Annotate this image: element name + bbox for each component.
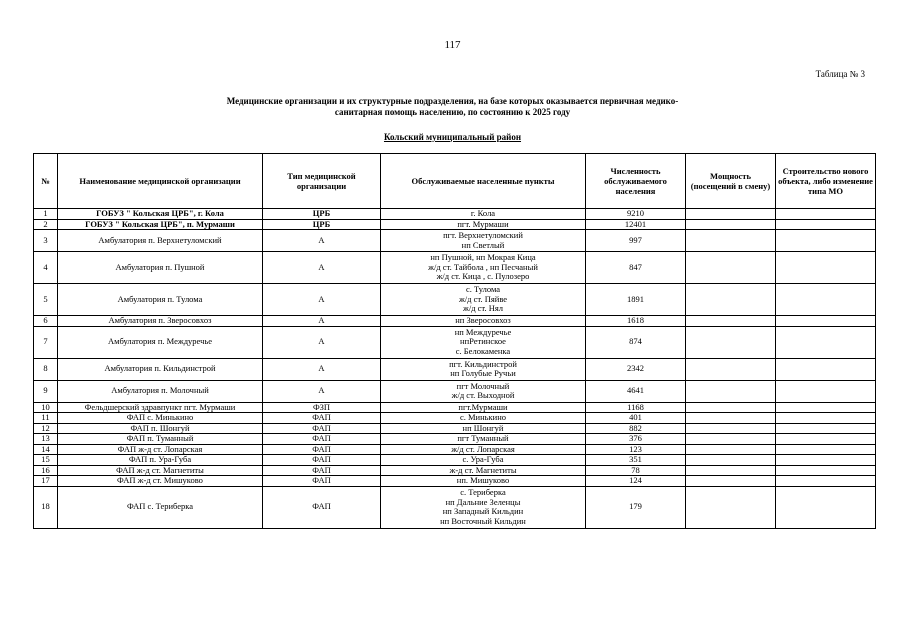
- row-capacity: [686, 434, 776, 445]
- row-settlements: [381, 209, 586, 220]
- row-settlements: [381, 465, 586, 476]
- table-row: [34, 465, 876, 476]
- organizations-table-wrapper: [33, 153, 875, 529]
- row-population: 9210: [586, 209, 686, 220]
- row-construction: [776, 476, 876, 487]
- row-settlements: [381, 219, 586, 230]
- row-settlements: [381, 402, 586, 413]
- row-number: 7: [34, 326, 58, 358]
- table-row: [34, 476, 876, 487]
- row-construction: [776, 252, 876, 284]
- settlement-name: пгт.Мурмаши: [458, 402, 508, 412]
- row-construction: [776, 326, 876, 358]
- row-org-name: Амбулатория п. Пушной: [58, 252, 263, 284]
- settlement-name: ж-д ст. Магнетиты: [449, 465, 517, 475]
- row-org-name: Фельдшерский здравпункт пгт. Мурмаши: [58, 402, 263, 413]
- settlement-name: ж/д ст. Выходной: [451, 390, 515, 400]
- row-construction: [776, 444, 876, 455]
- row-construction: [776, 380, 876, 402]
- settlement-name: ж/д ст. Тайбола , нп Песчаный: [428, 261, 538, 272]
- table-row: [34, 402, 876, 413]
- table-row: [34, 358, 876, 380]
- table-row: [34, 316, 876, 327]
- row-capacity: [686, 380, 776, 402]
- row-construction: [776, 434, 876, 445]
- row-org-name: ФАП п. Шонгуй: [58, 423, 263, 434]
- row-capacity: [686, 486, 776, 528]
- row-number: 1: [34, 209, 58, 220]
- row-capacity: [686, 326, 776, 358]
- settlement-name: нп Дальние Зеленцы: [445, 496, 521, 507]
- row-construction: [776, 465, 876, 476]
- row-org-name: Амбулатория п. Тулома: [58, 284, 263, 316]
- row-capacity: [686, 455, 776, 466]
- settlement-name: пгт. Верхнетуломский: [443, 230, 523, 240]
- row-population: 997: [586, 230, 686, 252]
- row-settlements: [381, 486, 586, 528]
- row-capacity: [686, 476, 776, 487]
- row-construction: [776, 402, 876, 413]
- row-org-type: ФАП: [263, 423, 381, 434]
- row-population: 179: [586, 486, 686, 528]
- row-org-type: ФАП: [263, 434, 381, 445]
- row-construction: [776, 230, 876, 252]
- row-population: 1891: [586, 284, 686, 316]
- row-construction: [776, 284, 876, 316]
- row-population: 1168: [586, 402, 686, 413]
- row-org-name: ФАП с. Териберка: [58, 486, 263, 528]
- col-header-construction: Строительство нового объекта, либо изменение типа МО: [776, 154, 876, 209]
- row-org-type: А: [263, 230, 381, 252]
- settlement-name: нп Шонгуй: [462, 423, 504, 433]
- row-population: 874: [586, 326, 686, 358]
- row-org-name: ФАП ж-д ст. Мишуково: [58, 476, 263, 487]
- row-org-name: ФАП ж-д ст. Магнетиты: [58, 465, 263, 476]
- table-row: [34, 455, 876, 466]
- table-row: [34, 413, 876, 424]
- row-org-type: ФАП: [263, 413, 381, 424]
- row-settlements: [381, 476, 586, 487]
- settlement-name: пгт. Кильдинстрой: [449, 358, 517, 369]
- organizations-table: [33, 153, 876, 529]
- settlement-name: с. Тулома: [465, 284, 501, 295]
- row-number: 3: [34, 230, 58, 252]
- settlement-name: пгт. Мурмаши: [457, 219, 509, 229]
- settlement-name: пгт Молочный: [456, 380, 510, 391]
- document-title: [0, 96, 905, 118]
- settlement-name: ж/д ст. Лопарская: [451, 444, 515, 454]
- row-population: 847: [586, 252, 686, 284]
- settlement-name: нп. Мишуково: [456, 475, 510, 485]
- col-header-capacity: Мощность (посещений в смену): [686, 154, 776, 209]
- row-construction: [776, 486, 876, 528]
- col-header-population: Численность обслуживаемого населения: [586, 154, 686, 209]
- col-header-settlements: Обслуживаемые населенные пункты: [381, 154, 586, 209]
- settlement-name: нп Западный Кильдин: [442, 506, 524, 516]
- settlement-name: нп Светлый: [461, 239, 505, 250]
- row-org-name: ГОБУЗ " Кольская ЦРБ", п. Мурмаши: [58, 219, 263, 230]
- row-settlements: [381, 358, 586, 380]
- row-org-type: А: [263, 316, 381, 327]
- row-org-type: ФАП: [263, 465, 381, 476]
- settlement-name: с. Ура-Губа: [462, 454, 504, 464]
- table-row: [34, 284, 876, 316]
- row-number: 15: [34, 455, 58, 466]
- row-org-name: ФАП ж-д ст. Лопарская: [58, 444, 263, 455]
- row-capacity: [686, 230, 776, 252]
- row-org-type: ФАП: [263, 444, 381, 455]
- settlement-name: с. Белокаменка: [455, 345, 511, 356]
- table-row: [34, 423, 876, 434]
- row-number: 11: [34, 413, 58, 424]
- row-capacity: [686, 402, 776, 413]
- settlement-name: ж/д ст. Кица , с. Пулозеро: [436, 271, 530, 282]
- row-number: 6: [34, 316, 58, 327]
- row-settlements: [381, 380, 586, 402]
- row-settlements: [381, 284, 586, 316]
- row-settlements: [381, 413, 586, 424]
- row-org-name: Амбулатория п. Молочный: [58, 380, 263, 402]
- table-body: [34, 209, 876, 529]
- row-org-type: А: [263, 284, 381, 316]
- row-construction: [776, 316, 876, 327]
- row-capacity: [686, 423, 776, 434]
- row-org-name: ФАП п. Ура-Губа: [58, 455, 263, 466]
- row-org-name: Амбулатория п. Кильдинстрой: [58, 358, 263, 380]
- row-number: 2: [34, 219, 58, 230]
- table-row: [34, 486, 876, 528]
- row-org-name: Амбулатория п. Верхнетуломский: [58, 230, 263, 252]
- row-population: 401: [586, 413, 686, 424]
- row-settlements: [381, 434, 586, 445]
- row-number: 14: [34, 444, 58, 455]
- row-org-name: ФАП с. Минькино: [58, 413, 263, 424]
- row-settlements: [381, 252, 586, 284]
- settlement-name: нп Зверосовхоз: [455, 315, 511, 325]
- row-org-type: ФАП: [263, 486, 381, 528]
- row-settlements: [381, 230, 586, 252]
- row-number: 12: [34, 423, 58, 434]
- row-org-type: ЦРБ: [263, 219, 381, 230]
- row-org-type: ФЗП: [263, 402, 381, 413]
- table-row: [34, 434, 876, 445]
- row-org-name: Амбулатория п. Междуречье: [58, 326, 263, 358]
- table-row: [34, 326, 876, 358]
- settlement-name: ж/д ст. Нял: [462, 303, 504, 314]
- row-construction: [776, 423, 876, 434]
- title-line-1: Медицинские организации и их структурные подразделения, на базе которых оказывается первичная медико-: [226, 96, 679, 106]
- row-construction: [776, 358, 876, 380]
- row-population: 882: [586, 423, 686, 434]
- settlement-name: ж/д ст. Пяйве: [458, 293, 508, 304]
- row-org-type: А: [263, 380, 381, 402]
- row-population: 124: [586, 476, 686, 487]
- row-number: 9: [34, 380, 58, 402]
- row-population: 376: [586, 434, 686, 445]
- row-number: 4: [34, 252, 58, 284]
- title-line-2: санитарная помощь населению, по состоянию к 2025 году: [334, 107, 571, 117]
- settlement-name: нпРетинское: [460, 336, 506, 347]
- row-population: 4641: [586, 380, 686, 402]
- settlement-name: г. Кола: [470, 208, 496, 218]
- row-capacity: [686, 413, 776, 424]
- row-settlements: [381, 444, 586, 455]
- row-settlements: [381, 326, 586, 358]
- table-label: Таблица № 3: [815, 69, 865, 79]
- settlement-name: с. Минькино: [459, 412, 507, 422]
- row-number: 10: [34, 402, 58, 413]
- row-org-name: ФАП п. Туманный: [58, 434, 263, 445]
- row-capacity: [686, 465, 776, 476]
- row-population: 1618: [586, 316, 686, 327]
- table-row: [34, 230, 876, 252]
- row-population: 78: [586, 465, 686, 476]
- row-capacity: [686, 316, 776, 327]
- page-number: 117: [444, 39, 461, 51]
- table-header-row: [34, 154, 876, 209]
- row-capacity: [686, 209, 776, 220]
- col-header-org-name: Наименование медицинской организации: [58, 154, 263, 209]
- table-row: [34, 209, 876, 220]
- row-capacity: [686, 358, 776, 380]
- settlement-name: нп Пушной, нп Мокрая Кица: [430, 252, 536, 263]
- row-org-name: Амбулатория п. Зверосовхоз: [58, 316, 263, 327]
- row-population: 12401: [586, 219, 686, 230]
- row-capacity: [686, 284, 776, 316]
- row-number: 18: [34, 486, 58, 528]
- row-org-type: ФАП: [263, 476, 381, 487]
- row-settlements: [381, 423, 586, 434]
- table-row: [34, 444, 876, 455]
- row-capacity: [686, 252, 776, 284]
- row-org-type: А: [263, 326, 381, 358]
- row-number: 8: [34, 358, 58, 380]
- table-row: [34, 380, 876, 402]
- settlement-name: нп Голубые Ручьи: [450, 368, 516, 378]
- row-org-type: А: [263, 252, 381, 284]
- row-org-name: ГОБУЗ " Кольская ЦРБ", г. Кола: [58, 209, 263, 220]
- row-construction: [776, 209, 876, 220]
- settlement-name: с. Териберка: [460, 487, 506, 497]
- row-number: 13: [34, 434, 58, 445]
- row-construction: [776, 413, 876, 424]
- row-settlements: [381, 455, 586, 466]
- row-construction: [776, 219, 876, 230]
- table-row: [34, 252, 876, 284]
- row-org-type: ФАП: [263, 455, 381, 466]
- row-org-type: А: [263, 358, 381, 380]
- col-header-org-type: Тип медицинской организации: [263, 154, 381, 209]
- row-number: 17: [34, 476, 58, 487]
- col-header-number: №: [34, 154, 58, 209]
- row-capacity: [686, 444, 776, 455]
- settlement-name: пгт Туманный: [457, 433, 509, 443]
- table-row: [34, 219, 876, 230]
- row-number: 5: [34, 284, 58, 316]
- row-settlements: [381, 316, 586, 327]
- row-population: 123: [586, 444, 686, 455]
- row-population: 2342: [586, 358, 686, 380]
- row-number: 16: [34, 465, 58, 476]
- row-population: 351: [586, 455, 686, 466]
- settlement-name: нп Восточный Кильдин: [440, 515, 526, 526]
- row-org-type: ЦРБ: [263, 209, 381, 220]
- settlement-name: нп Междуречье: [454, 326, 512, 337]
- district-heading: Кольский муниципальный район: [383, 132, 522, 142]
- row-construction: [776, 455, 876, 466]
- row-capacity: [686, 219, 776, 230]
